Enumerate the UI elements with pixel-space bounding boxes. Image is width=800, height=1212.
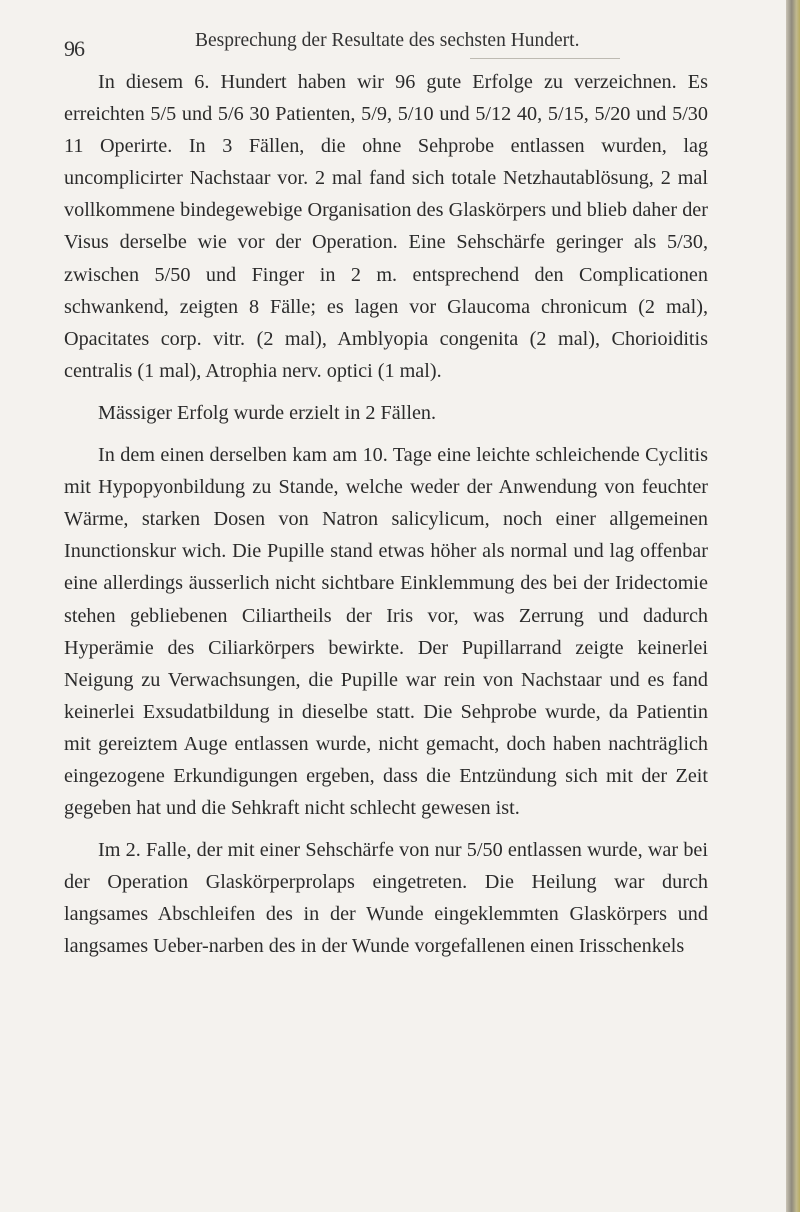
paragraph-moderate-success: Mässiger Erfolg wurde erzielt in 2 Fällen. xyxy=(98,401,437,424)
paragraph-second-case: Im 2. Falle, der mit einer Sehschärfe von nur 5/50 entlassen wurde, war bei der Operation Glaskörperprolaps eingetreten. Die Heilung war durch langsames Abschleifen des in der Wunde eingeklemmten Glaskörpers und langsames Ueber-narben des in der Wunde vorgefallenen einen Irisschenkels xyxy=(64,839,708,958)
header-rule xyxy=(470,58,620,59)
paragraph-results: In diesem 6. Hundert haben wir 96 gute Erfolge zu verzeichnen. Es erreichten 5/5 und 5/6 30 Patienten, 5/9, 5/10 und 5/12 40, 5/15, 5/20 und 5/30 11 Operirte. In 3 Fällen, die ohne Sehprobe entlassen wurden, lag uncomplicirter Nachstaar vor. 2 mal fand sich totale Netzhautablösung, 2 mal vollkommene bindegewebige Organisation des Glaskörpers und blieb daher der Visus derselbe wie vor der Operation. Eine Sehschärfe geringer als 5/30, zwischen 5/50 und Finger in 2 m. entsprechend den Complicationen schwankend, zeigten 8 Fälle; es lagen vor Glaucoma chronicum (2 mal), Opacitates corp. vitr. (2 mal), Amblyopia congenita (2 mal), Chorioiditis centralis (1 mal), Atrophia nerv. optici (1 mal). xyxy=(64,71,708,382)
paragraph-first-case: In dem einen derselben kam am 10. Tage eine leichte schleichende Cyclitis mit Hypopyonbildung zu Stande, welche weder der Anwendung von feuchter Wärme, starken Dosen von Natron salicylicum, noch einer allgemeinen Inunctionskur wich. Die Pupille stand etwas höher als normal und lag offenbar eine allerdings äusserlich nicht sichtbare Einklemmung des bei der Iridectomie stehen gebliebenen Ciliartheils der Iris vor, was Zerrung und dadurch Hyperämie des Ciliarkörpers bewirkte. Der Pupillarrand zeigte keinerlei Neigung zu Verwachsungen, die Pupille war rein von Nachstaar und es fand keinerlei Exsudatbildung in dieselbe statt. Die Sehprobe wurde, da Patientin mit gereiztem Auge entlassen wurde, nicht gemacht, doch haben nachträglich eingezogene Erkundigungen ergeben, dass die Entzündung sich mit der Zeit gegeben hat und die Sehkraft nicht schlecht gewesen ist. xyxy=(64,444,708,820)
page-number: 96 xyxy=(64,36,84,61)
running-head: Besprechung der Resultate des sechsten Hundert. xyxy=(195,30,580,51)
page-header xyxy=(0,16,760,61)
page-edge xyxy=(786,0,800,1212)
body-text xyxy=(64,66,708,963)
